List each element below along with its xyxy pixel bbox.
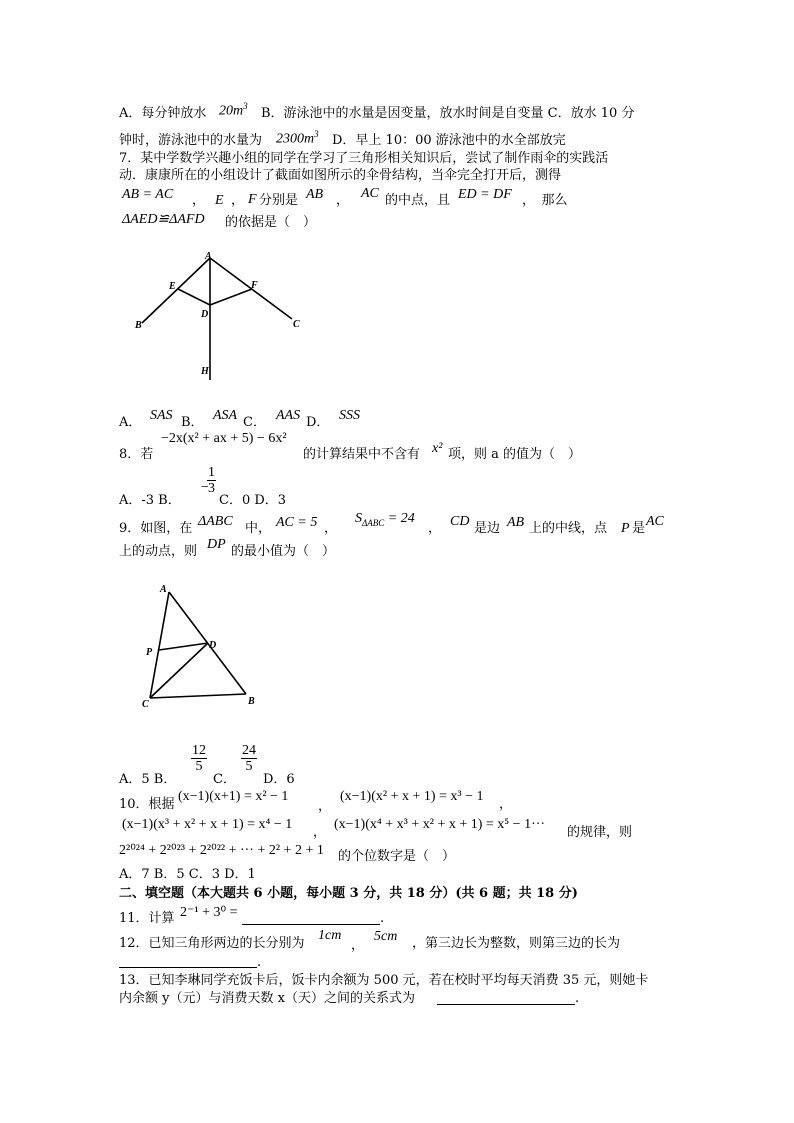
q10-text-gewei: 的个位数字是（ ）	[338, 849, 456, 864]
q7-text-yiju: 的依据是（ ）	[225, 215, 317, 230]
q13-period: .	[575, 991, 580, 1006]
q7-math-f: F	[248, 192, 257, 207]
line-fd	[210, 289, 252, 305]
label-c: C	[293, 319, 300, 330]
q11-expression: 2⁻¹ + 3⁰ =	[180, 905, 238, 920]
q9-math-ac5: AC = 5	[276, 515, 318, 530]
label-a: A	[205, 251, 212, 262]
q9-text-shi: 是	[632, 521, 646, 536]
q9-line2-b: 的最小值为（ ）	[231, 544, 336, 559]
q9-math-p: P	[621, 521, 630, 536]
q9-math-dp: DP	[207, 537, 226, 552]
line-ab	[142, 258, 210, 323]
q7-math-ab: AB	[306, 187, 324, 202]
label-e: E	[169, 281, 176, 292]
q12-comma: ，	[351, 938, 365, 953]
label-b: B	[135, 320, 142, 331]
q10-eq1: (x−1)(x+1) = x² − 1	[178, 789, 289, 804]
q9-comma1: ，	[324, 521, 338, 536]
q9-prefix: 9．如图，在	[119, 521, 193, 536]
q9-text-shibian: 是边	[474, 521, 501, 536]
q10-comma2: ，	[499, 797, 513, 812]
q11-prefix: 11．计算	[119, 911, 175, 926]
q7-option-aas: AAS	[276, 408, 301, 423]
q8-prefix: 8．若	[119, 447, 154, 462]
q6-option-a-label: A．每分钟放水	[119, 106, 207, 121]
q6-options-line1: B．游泳池中的水量是因变量，放水时间是自变量 C．放水 10 分	[261, 106, 635, 121]
side-cb	[150, 694, 246, 698]
q9-line2-a: 上的动点，则	[119, 544, 198, 559]
q9-math-area: $S_{\Delta ABC} = 24$	[355, 511, 415, 528]
q9-frac1-numerator: 12	[192, 743, 206, 758]
q9-fraction-24-5	[241, 743, 257, 774]
q6-option-d: D．早上 10：00 游泳池中的水全部放完	[332, 133, 566, 148]
q10-prefix: 10．根据	[119, 797, 175, 812]
q10-eq2: (x−1)(x² + x + 1) = x³ − 1	[340, 789, 484, 804]
q7-line2: 动．康康所在的小组设计了截面如图所示的伞骨结构，当伞完全打开后，测得	[119, 168, 562, 183]
q7-option-asa: ASA	[213, 408, 238, 423]
q6-math-2300m3: $2300m^3$	[276, 129, 319, 147]
q12-period: .	[257, 955, 262, 970]
q9-option-d: D．6	[263, 772, 295, 787]
q8-options-cd: C．0 D．3	[219, 493, 287, 508]
q9-text-zhong: 中，	[245, 521, 272, 536]
q7-text-fenbie: 分别是	[259, 193, 299, 208]
q9-options-ab: A．5 B．	[119, 772, 177, 787]
q7-line1: 7．某中学数学兴趣小组的同学在学习了三角形相关知识后，尝试了制作雨伞的实践活	[119, 151, 609, 166]
label-d: D	[201, 309, 209, 320]
q11-period: .	[380, 911, 385, 926]
q7-option-sss: SSS	[339, 408, 360, 423]
q7-option-b-label: B．	[181, 415, 204, 430]
q8-expression: −2x(x² + ax + 5) − 6x²	[161, 431, 287, 446]
q7-option-sas: SAS	[150, 408, 173, 423]
q9-math-abc: ΔABC	[198, 514, 233, 529]
q13-line2: 内余额 y（元）与消费天数 x（天）之间的关系式为	[119, 991, 415, 1006]
q7-math-ab-ac: AB = AC	[122, 187, 174, 202]
q8-middle: 的计算结果中不含有	[303, 447, 421, 462]
q9-frac1-denominator: 5	[195, 759, 203, 774]
q9-frac2-denominator: 5	[245, 759, 253, 774]
q11-answer-blank[interactable]	[242, 912, 380, 925]
q8-fraction-one-third	[207, 465, 216, 496]
q9-frac2-numerator: 24	[242, 743, 256, 758]
q7-option-c-label: C．	[243, 415, 266, 430]
q7-math-congruence: ΔAED≌ΔAFD	[122, 212, 205, 227]
q10-comma1: ，	[318, 799, 332, 814]
q7-math-e: E	[215, 193, 224, 208]
q9-math-cd: CD	[450, 514, 470, 529]
label-f: F	[251, 280, 258, 291]
q7-option-a-label: A．	[119, 415, 142, 430]
q13-answer-blank[interactable]	[437, 992, 575, 1005]
q7-text-nayao: ， 那么	[522, 193, 568, 208]
q7-comma1: ，	[192, 193, 206, 208]
q6-math-20m3: $20m^3$	[219, 101, 248, 119]
q8-suffix: 项，则 a 的值为（ ）	[448, 447, 582, 462]
q7-option-d-label: D．	[306, 415, 330, 430]
q9-comma2: ，	[428, 521, 442, 536]
q7-text-zhongdian: 的中点，且	[385, 193, 451, 208]
q7-comma2: ，	[231, 193, 245, 208]
q8-options-ab: A．-3 B．	[119, 493, 181, 508]
q8-frac-denominator: 3	[208, 481, 215, 496]
q12-suffix: ，第三边长为整数，则第三边的长为	[412, 936, 621, 951]
section2-title: 二、填空题（本大题共 6 小题，每小题 3 分，共 18 分）(共 6 题；共 18 分)	[119, 886, 578, 901]
q8-frac-numerator: 1	[208, 465, 215, 480]
q9-math-ac: AC	[646, 514, 664, 529]
q13-line1: 13．已知李琳同学充饭卡后，饭卡内余额为 500 元，若在校时平均每天消费 35 元，则她卡	[119, 973, 649, 988]
label-d: D	[209, 640, 217, 651]
q10-eq4: (x−1)(x⁴ + x³ + x² + x + 1) = x⁵ − 1···	[334, 817, 546, 832]
q10-eq5: 2²⁰²⁴ + 2²⁰²³ + 2²⁰²² + ··· + 2² + 2 + 1	[119, 843, 324, 858]
q7-comma3: ，	[336, 193, 350, 208]
label-p: P	[146, 647, 153, 658]
q12-prefix: 12．已知三角形两边的长分别为	[119, 936, 305, 951]
q9-fraction-12-5	[191, 743, 207, 774]
q10-text-guilv: 的规律，则	[567, 825, 633, 840]
q9-text-zhongxian: 上的中线，点	[529, 521, 608, 536]
q6-option-c-text: 钟时，游泳池中的水量为	[119, 133, 263, 148]
triangle-figure	[138, 580, 268, 710]
q12-math-5cm: 5cm	[374, 929, 398, 944]
q8-math-x2: x²	[432, 441, 443, 456]
q10-eq3: (x−1)(x³ + x² + x + 1) = x⁴ − 1	[122, 817, 293, 832]
label-c: C	[142, 699, 149, 710]
q10-comma3: ，	[313, 825, 327, 840]
label-b: B	[248, 696, 255, 707]
q7-math-ac: AC	[361, 186, 379, 201]
q9-option-c: C．	[213, 772, 236, 787]
label-a: A	[160, 584, 167, 595]
label-h: H	[201, 366, 209, 377]
q9-math-ab: AB	[507, 515, 525, 530]
q8-frac-sign: −	[201, 480, 209, 495]
q12-math-1cm: 1cm	[318, 928, 342, 943]
q7-math-ed-df: ED = DF	[458, 187, 512, 202]
umbrella-figure	[130, 248, 310, 388]
q10-options: A．7 B．5 C．3 D．1	[119, 867, 256, 882]
line-ed	[178, 289, 210, 305]
q12-answer-blank[interactable]	[119, 955, 257, 968]
